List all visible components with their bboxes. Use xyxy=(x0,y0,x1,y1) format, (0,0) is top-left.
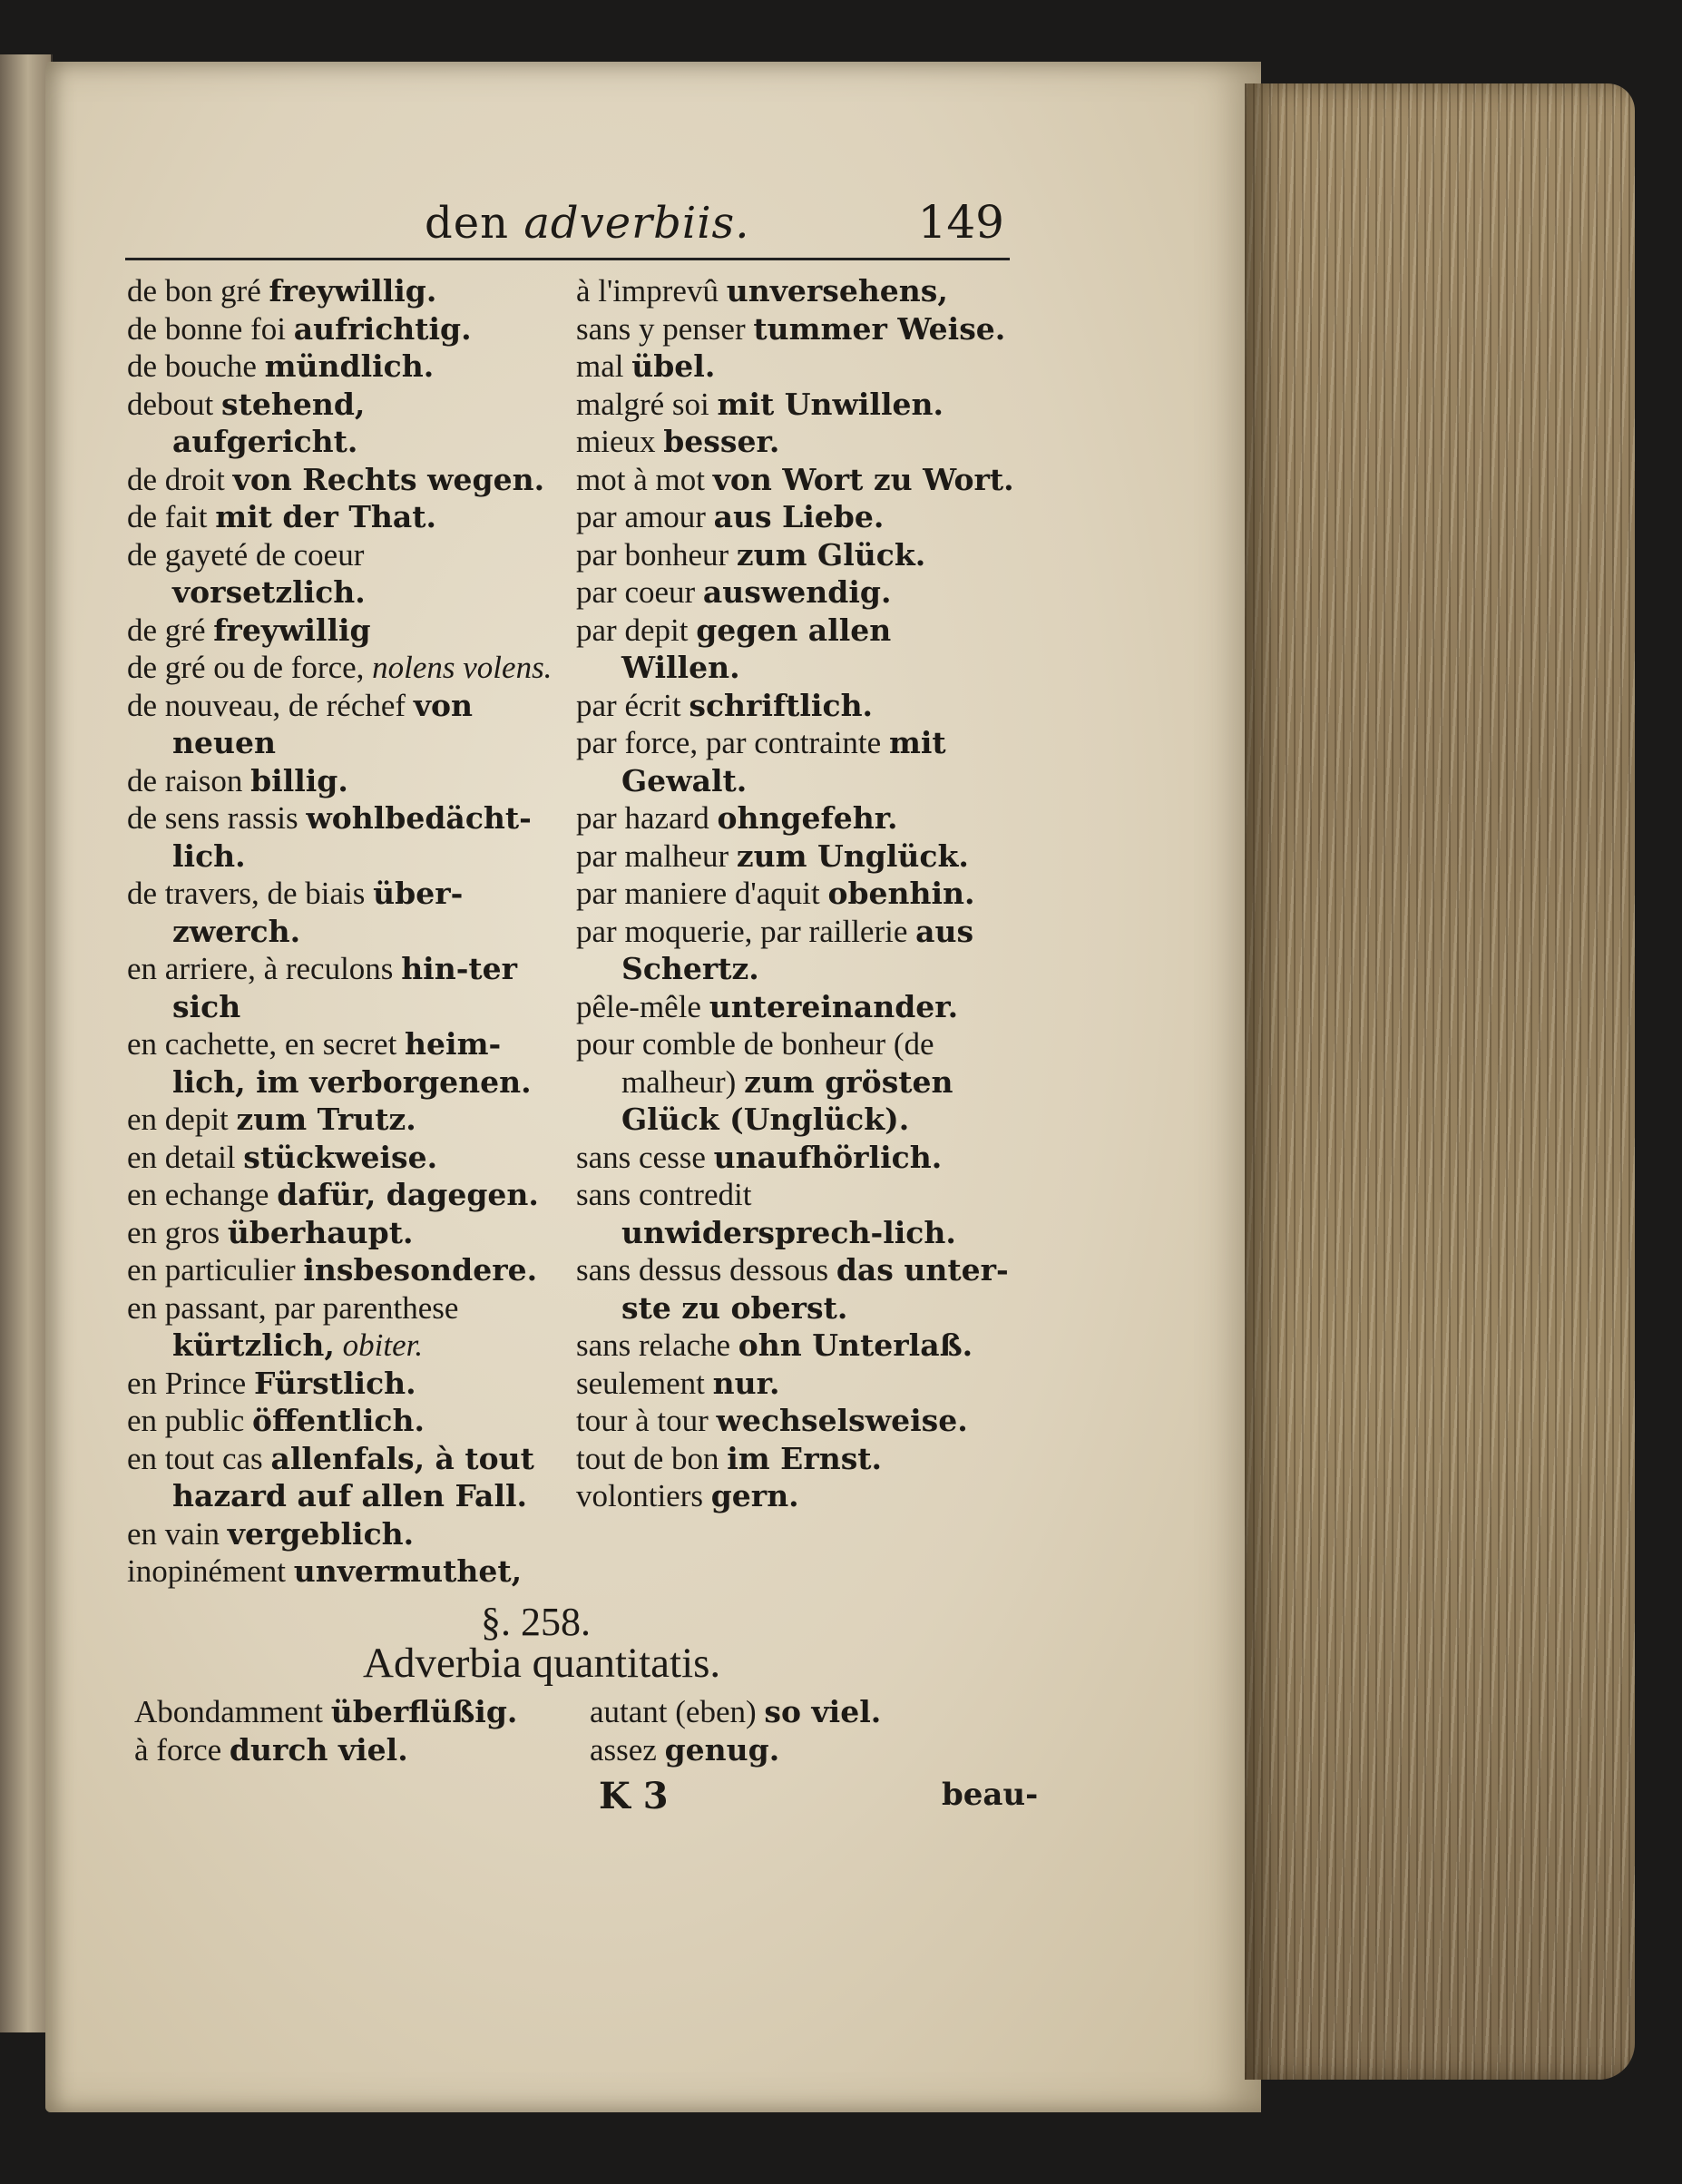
german-translation: gegen allen Willen. xyxy=(621,612,892,685)
german-translation: insbesondere. xyxy=(303,1252,538,1288)
dictionary-entry xyxy=(590,1693,1016,1731)
section-right-column xyxy=(590,1693,1016,1769)
german-translation: freywillig xyxy=(213,612,371,648)
french-term: mieux xyxy=(576,424,664,459)
french-term: de travers, de biais xyxy=(127,876,374,911)
german-translation: vergeblich. xyxy=(227,1515,415,1552)
german-translation: untereinander. xyxy=(709,988,959,1024)
section-number: §. 258. xyxy=(481,1600,591,1644)
dictionary-entry xyxy=(134,1693,561,1731)
book-fore-edge xyxy=(1245,83,1635,2080)
dictionary-entry xyxy=(576,536,1016,574)
german-translation: durch viel. xyxy=(229,1732,408,1768)
signature-mark: K 3 xyxy=(599,1775,669,1817)
dictionary-entry xyxy=(134,1731,561,1769)
dictionary-entry xyxy=(576,573,1016,612)
german-translation: aus Liebe. xyxy=(713,499,885,534)
dictionary-entry xyxy=(127,1025,553,1101)
french-term: en tout cas xyxy=(127,1440,271,1476)
french-term: de fait xyxy=(127,499,216,534)
french-term: par écrit xyxy=(576,687,689,723)
catchword: beau- xyxy=(942,1777,1039,1813)
german-translation: das unter-ste zu oberst. xyxy=(621,1252,1009,1326)
french-term: pour comble de bonheur (de malheur) xyxy=(576,1026,934,1100)
german-translation: überflüßig. xyxy=(330,1694,518,1729)
dictionary-entry xyxy=(576,988,1016,1026)
dictionary-entry xyxy=(127,498,553,536)
dictionary-entry xyxy=(576,386,1016,424)
french-term: en depit xyxy=(127,1102,237,1137)
dictionary-entry xyxy=(576,1327,1016,1365)
french-term: tour à tour xyxy=(576,1403,717,1438)
german-translation: über-zwerch. xyxy=(172,876,464,949)
german-translation: aufrichtig. xyxy=(293,310,472,347)
dictionary-entry xyxy=(127,687,553,762)
german-translation: unvermuthet, xyxy=(293,1553,523,1589)
dictionary-entry xyxy=(576,272,1016,310)
dictionary-entry xyxy=(127,1440,553,1515)
german-translation: von Wort zu Wort. xyxy=(712,461,1014,497)
french-term: inopinément xyxy=(127,1553,294,1589)
french-term: par moquerie, par raillerie xyxy=(576,913,916,949)
german-translation: ohn Unterlaß. xyxy=(738,1327,973,1363)
french-term: Abondamment xyxy=(134,1694,331,1729)
section-title: Adverbia quantitatis. xyxy=(363,1640,721,1687)
french-term: mal xyxy=(576,348,632,384)
dictionary-entry xyxy=(127,272,553,310)
german-translation: unaufhörlich. xyxy=(713,1139,943,1175)
french-term: par hazard xyxy=(576,800,718,836)
running-title xyxy=(425,198,749,249)
dictionary-entry xyxy=(127,1214,553,1252)
dictionary-entry xyxy=(576,1251,1016,1327)
french-term: pêle-mêle xyxy=(576,988,709,1024)
running-head xyxy=(125,180,1010,260)
french-term: en particulier xyxy=(127,1252,304,1288)
dictionary-entry xyxy=(576,348,1016,386)
french-term: debout xyxy=(127,386,222,422)
french-term: sans contredit xyxy=(576,1177,752,1212)
dictionary-entry xyxy=(127,875,553,950)
french-term: en Prince xyxy=(127,1365,254,1401)
french-term: sans dessus dessous xyxy=(576,1252,836,1288)
german-translation: zum grösten Glück (Unglück). xyxy=(621,1063,953,1137)
german-translation: wechselsweise. xyxy=(716,1403,968,1438)
left-column xyxy=(127,272,553,1591)
german-translation: genug. xyxy=(664,1732,780,1768)
german-translation: mit Unwillen. xyxy=(717,386,944,422)
running-title-italic: adverbiis. xyxy=(523,198,750,249)
dictionary-entry xyxy=(127,799,553,875)
french-term: à force xyxy=(134,1732,230,1768)
dictionary-entry xyxy=(127,1251,553,1289)
dictionary-entry xyxy=(127,461,553,499)
dictionary-entry xyxy=(127,612,553,650)
german-translation: allenfals, à tout hazard auf allen Fall. xyxy=(172,1440,534,1513)
german-translation: unwidersprech-lich. xyxy=(621,1214,956,1250)
dictionary-entry xyxy=(576,1025,1016,1139)
french-term: en echange xyxy=(127,1177,278,1212)
french-term: par bonheur xyxy=(576,536,737,573)
french-term: par depit xyxy=(576,612,697,648)
german-translation: von Rechts wegen. xyxy=(232,461,545,497)
german-translation: aus Schertz. xyxy=(621,913,974,986)
dictionary-entry xyxy=(576,1440,1016,1478)
french-term: en cachette, en secret xyxy=(127,1026,406,1062)
dictionary-entry xyxy=(576,310,1016,348)
german-translation: mit der That. xyxy=(215,499,436,534)
french-term: volontiers xyxy=(576,1478,711,1513)
dictionary-entry xyxy=(127,310,553,348)
german-translation: billig. xyxy=(250,762,348,798)
french-term: à l'imprevû xyxy=(576,273,727,309)
german-translation: zum Trutz. xyxy=(236,1102,416,1137)
running-title-word: den xyxy=(425,198,510,249)
dictionary-entry xyxy=(127,1139,553,1177)
french-term: de bouche xyxy=(127,348,265,384)
german-translation: nur. xyxy=(712,1365,780,1401)
french-term: de gayeté de coeur xyxy=(127,536,365,573)
dictionary-entry xyxy=(576,875,1016,913)
page-number: 149 xyxy=(917,196,1004,249)
german-translation: stehend, aufgericht. xyxy=(172,386,366,459)
german-translation: dafür, dagegen. xyxy=(277,1177,539,1212)
french-term: par malheur xyxy=(576,837,737,874)
french-term: autant (eben) xyxy=(590,1694,765,1729)
french-term: en detail xyxy=(127,1139,244,1175)
german-translation: gern. xyxy=(710,1478,799,1513)
dictionary-entry xyxy=(576,837,1016,876)
dictionary-entry xyxy=(576,1365,1016,1403)
french-term: sans relache xyxy=(576,1327,738,1363)
german-translation: freywillig. xyxy=(269,273,437,309)
french-term: de droit xyxy=(127,461,233,497)
german-translation: kürtzlich, xyxy=(172,1327,335,1363)
french-term: seulement xyxy=(576,1365,713,1401)
german-translation: besser. xyxy=(663,424,780,459)
french-term: de bon gré xyxy=(127,273,269,309)
french-term: de gré ou de force, xyxy=(127,650,373,685)
latin-gloss: nolens volens. xyxy=(372,650,553,685)
dictionary-entry xyxy=(127,1176,553,1214)
german-translation: vorsetzlich. xyxy=(172,574,366,610)
dictionary-entry xyxy=(576,1402,1016,1440)
latin-gloss: obiter. xyxy=(334,1327,424,1363)
dictionary-entry xyxy=(127,1101,553,1139)
german-translation: übel. xyxy=(631,348,716,384)
german-translation: heim-lich, im verborgenen. xyxy=(172,1026,532,1100)
dictionary-entry xyxy=(127,1515,553,1553)
dictionary-entry xyxy=(576,1477,1016,1515)
french-term: de sens rassis xyxy=(127,800,307,836)
dictionary-entry xyxy=(127,950,553,1025)
french-term: par force, par contrainte xyxy=(576,725,889,760)
dictionary-entry xyxy=(127,1402,553,1440)
french-term: en passant, par parenthese xyxy=(127,1289,459,1326)
dictionary-entry xyxy=(576,799,1016,837)
dictionary-entry xyxy=(576,913,1016,988)
dictionary-entry xyxy=(127,536,553,612)
dictionary-entry xyxy=(127,1552,553,1591)
german-translation: stückweise. xyxy=(243,1139,438,1175)
dictionary-entry xyxy=(127,386,553,461)
french-term: par amour xyxy=(576,499,714,534)
german-translation: auswendig. xyxy=(702,574,892,610)
french-term: de raison xyxy=(127,762,251,798)
dictionary-entry xyxy=(590,1731,1016,1769)
french-term: en arriere, à reculons xyxy=(127,951,402,986)
dictionary-entry xyxy=(576,612,1016,687)
dictionary-entry xyxy=(576,724,1016,799)
dictionary-entry xyxy=(576,687,1016,725)
french-term: tout de bon xyxy=(576,1440,728,1476)
right-column xyxy=(576,272,1016,1515)
french-term: sans cesse xyxy=(576,1139,714,1175)
german-translation: überhaupt. xyxy=(227,1214,414,1250)
german-translation: zum Glück. xyxy=(736,536,926,573)
dictionary-entry xyxy=(127,649,553,687)
german-translation: schriftlich. xyxy=(689,687,874,723)
french-term: malgré soi xyxy=(576,386,718,422)
french-term: en gros xyxy=(127,1214,228,1250)
german-translation: zum Unglück. xyxy=(736,837,969,874)
french-term: de gré xyxy=(127,612,214,648)
german-translation: mit Gewalt. xyxy=(621,725,946,798)
german-translation: öffentlich. xyxy=(252,1403,425,1438)
german-translation: ohngefehr. xyxy=(717,800,898,836)
french-term: de nouveau, de réchef xyxy=(127,687,414,723)
german-translation: obenhin. xyxy=(827,876,975,911)
section-left-column xyxy=(134,1693,561,1769)
german-translation: mündlich. xyxy=(264,348,435,384)
french-term: de bonne foi xyxy=(127,310,294,347)
german-translation: wohlbedächt-lich. xyxy=(172,800,532,874)
dictionary-entry xyxy=(127,762,553,800)
dictionary-entry xyxy=(576,1139,1016,1177)
french-term: assez xyxy=(590,1732,665,1768)
dictionary-entry xyxy=(576,498,1016,536)
german-translation: hin-ter sich xyxy=(172,951,518,1024)
german-translation: unversehens, xyxy=(726,273,948,309)
german-translation: Fürstlich. xyxy=(253,1365,416,1401)
german-translation: so viel. xyxy=(764,1694,882,1729)
french-term: par maniere d'aquit xyxy=(576,876,828,911)
dictionary-entry xyxy=(127,348,553,386)
dictionary-entry xyxy=(576,423,1016,461)
dictionary-entry xyxy=(127,1289,553,1365)
dictionary-entry xyxy=(576,1176,1016,1251)
french-term: en public xyxy=(127,1403,253,1438)
french-term: mot à mot xyxy=(576,461,713,497)
german-translation: im Ernst. xyxy=(727,1440,883,1476)
dictionary-entry xyxy=(576,461,1016,499)
french-term: sans y penser xyxy=(576,310,754,347)
german-translation: von neuen xyxy=(172,687,473,760)
french-term: par coeur xyxy=(576,574,703,610)
french-term: en vain xyxy=(127,1515,228,1552)
german-translation: tummer Weise. xyxy=(753,310,1006,347)
dictionary-entry xyxy=(127,1365,553,1403)
